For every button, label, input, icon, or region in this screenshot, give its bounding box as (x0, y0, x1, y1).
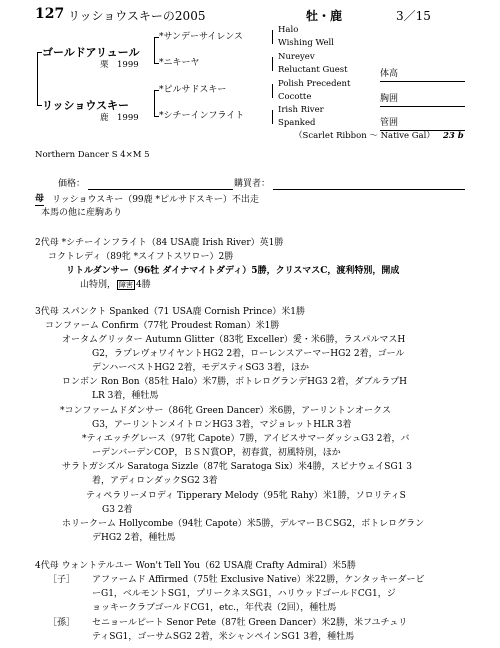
pedigree-line (154, 37, 155, 64)
second-dam-head: 2代母 *シチーインフライト（84 USA鹿 Irish River）英1勝 (35, 238, 284, 248)
third-dam-head: 3代母 スパンクト Spanked（71 USA鹿 Cornish Prince）米1勝 (35, 307, 306, 317)
gg-4: Reluctant Guest (278, 65, 348, 75)
fourth-dam-head: 4代母 ウォントテルユー Won't Tell You（62 USA鹿 Crafty Admiral）米5勝 (35, 561, 356, 571)
affirmed-1: アファームド Affirmed（75牡 Exclusive Native）米22勝，ケンタッキーダービ (92, 575, 425, 585)
granddam-2: *シチーインフライト (159, 111, 245, 121)
dam-info: 鹿 1999 (100, 113, 139, 123)
inbreeding: Northern Dancer S 4×M 5 (35, 150, 150, 160)
grandsire-2: *ピルサドスキー (159, 85, 227, 95)
cannon-label: 管囲 (380, 118, 399, 128)
confirmed-dancer-1: *コンファームドダンサー（86牝 Green Dancer）米6勝，アーリントンオークス (60, 406, 391, 416)
family-number: 23 b (443, 131, 464, 141)
pedigree-line (37, 52, 42, 53)
pedigree-line (154, 63, 159, 64)
gg-2: Wishing Well (278, 38, 334, 48)
height-label: 体高 (380, 69, 399, 79)
second-dam-l1: コクトレディ（89牝 *スイフトスワロー）2勝 (48, 252, 234, 262)
autumn-glitter-1: オータムグリッター Autumn Glitter（83牝 Exceller）愛・米6勝，ラスパルマスH (62, 335, 406, 345)
hollycombe-2: デHG2 2着，種牡馬 (92, 533, 176, 543)
pedigree-line (154, 116, 159, 117)
pedigree-line (272, 30, 273, 44)
height-field[interactable] (380, 81, 465, 82)
gg-3: Nureyev (278, 52, 315, 62)
second-dam-l3 (80, 279, 151, 291)
cannon-field[interactable] (380, 130, 465, 131)
saratoga-sizzle-1: サラトガシズル Saratoga Sizzle（87牝 Saratoga Six）米4勝，スピナウェイSG1 3 (62, 462, 412, 472)
pedigree-line (272, 84, 273, 98)
affirmed-3: ョッキークラブゴールドCG1，etc.，年代表（2回），種牡馬 (92, 603, 337, 613)
pedigree-line (272, 110, 273, 124)
sire-name: ゴールドアリュール (42, 46, 140, 59)
lot-number: 127 (35, 6, 65, 22)
dam-produce-note: 本馬の他に産駒あり (41, 208, 123, 218)
saratoga-sizzle-2: 着，アディロンダックSG2 3着 (92, 476, 218, 486)
jump-mark: 障害 (119, 281, 134, 289)
granddam-1: *ニキーヤ (159, 58, 200, 68)
second-dam-l3-text2: 4勝 (136, 280, 151, 290)
pedigree-line (154, 90, 159, 91)
price-field[interactable] (88, 189, 233, 190)
gg-5: Polish Precedent (278, 79, 351, 89)
gg-6: Cocotte (278, 92, 312, 102)
horse-name: リッショウスキーの2005 (68, 9, 206, 23)
affirmed-2: ーG1，ベルモントSG1，プリークネスSG1，ハリウッドゴールドCG1，ジ (92, 589, 396, 599)
confirmed-dancer-2: G3，アーリントンメイトロンHG3 3着，マジョレットHLR 3着 (92, 420, 352, 430)
fourth-dam-grandchild-tag: ［孫］ (48, 618, 76, 628)
ron-bon-1: ロンボン Ron Bon（85牡 Halo）米7勝，ボトレログランデHG3 2着，ダブルラプH (62, 377, 407, 387)
autumn-glitter-3: デンハーベストHG2 2着，モデスティSG3 3着，ほか (92, 363, 309, 373)
ron-bon-2: LR 3着，種牡馬 (92, 391, 159, 401)
price-label: 価格： (58, 179, 86, 189)
girth-field[interactable] (380, 106, 465, 107)
senor-pete-1: セニョールピート Senor Pete（87牡 Green Dancer）米2勝，米フユチュリ (92, 618, 408, 628)
gg-7: Irish River (278, 105, 324, 115)
gg-1: Halo (278, 25, 299, 35)
hollycombe-1: ホリークーム Hollycombe（94牡 Capote）米5勝，デルマーＢＣSG2，ボトレログラン (62, 519, 425, 529)
autumn-glitter-2: G2，ラプレヴォワイヤントHG2 2着，ローレンスアーマーHG2 2着，ゴール (92, 349, 405, 359)
sex-color: 牡・鹿 (306, 9, 343, 23)
sire-info: 栗 1999 (100, 60, 139, 70)
second-dam-l3-text: 山特別， (80, 280, 117, 290)
gg-8: Spanked (278, 118, 316, 128)
second-dam-l2: リトルダンサー（96牡 ダイナマイトダディ）5勝，クリスマスC，渡利特別，開成 (66, 266, 400, 276)
buyer-label: 購買者： (234, 179, 271, 189)
fourth-dam-child-tag: ［子］ (48, 575, 76, 585)
buyer-field[interactable] (273, 189, 465, 190)
grandsire-1: *サンデーサイレンス (159, 32, 243, 42)
tipperary-melody-2: G3 2着 (102, 505, 133, 515)
female-line-note: （Scarlet Ribbon ～ Native Gal） (294, 131, 435, 141)
dam-name: リッショウスキー (42, 99, 130, 112)
girth-label: 胸囲 (380, 94, 399, 104)
tiechi-grace-1: *ティエッチグレース（97牝 Capote）7勝，アイビスサマーダッシュG3 2着，バ (82, 434, 410, 444)
pedigree-line (37, 105, 42, 106)
tipperary-melody-1: ティペラリーメロディ Tipperary Melody（95牝 Rahy）米1勝，ソロリティS (86, 491, 406, 501)
senor-pete-2: ティSG1，ゴーサムSG2 2着，米シャンペインSG1 3着，種牡馬 (92, 632, 355, 642)
pedigree-line (272, 57, 273, 71)
pedigree-line (154, 37, 159, 38)
tiechi-grace-2: ーデンバーデンCOP，ＢＳＮ賞OP，初春賞，初風特別，ほか (92, 448, 341, 458)
third-dam-l1: コンファーム Confirm（77牝 Proudest Roman）米1勝 (45, 321, 280, 331)
birth-date: 3／15 (396, 9, 431, 23)
pedigree-line (37, 52, 38, 106)
pedigree-line (154, 90, 155, 117)
dam-tag: 母 (35, 194, 45, 204)
dam-line: リッショウスキー（99鹿 *ピルサドスキー）不出走 (52, 195, 259, 205)
